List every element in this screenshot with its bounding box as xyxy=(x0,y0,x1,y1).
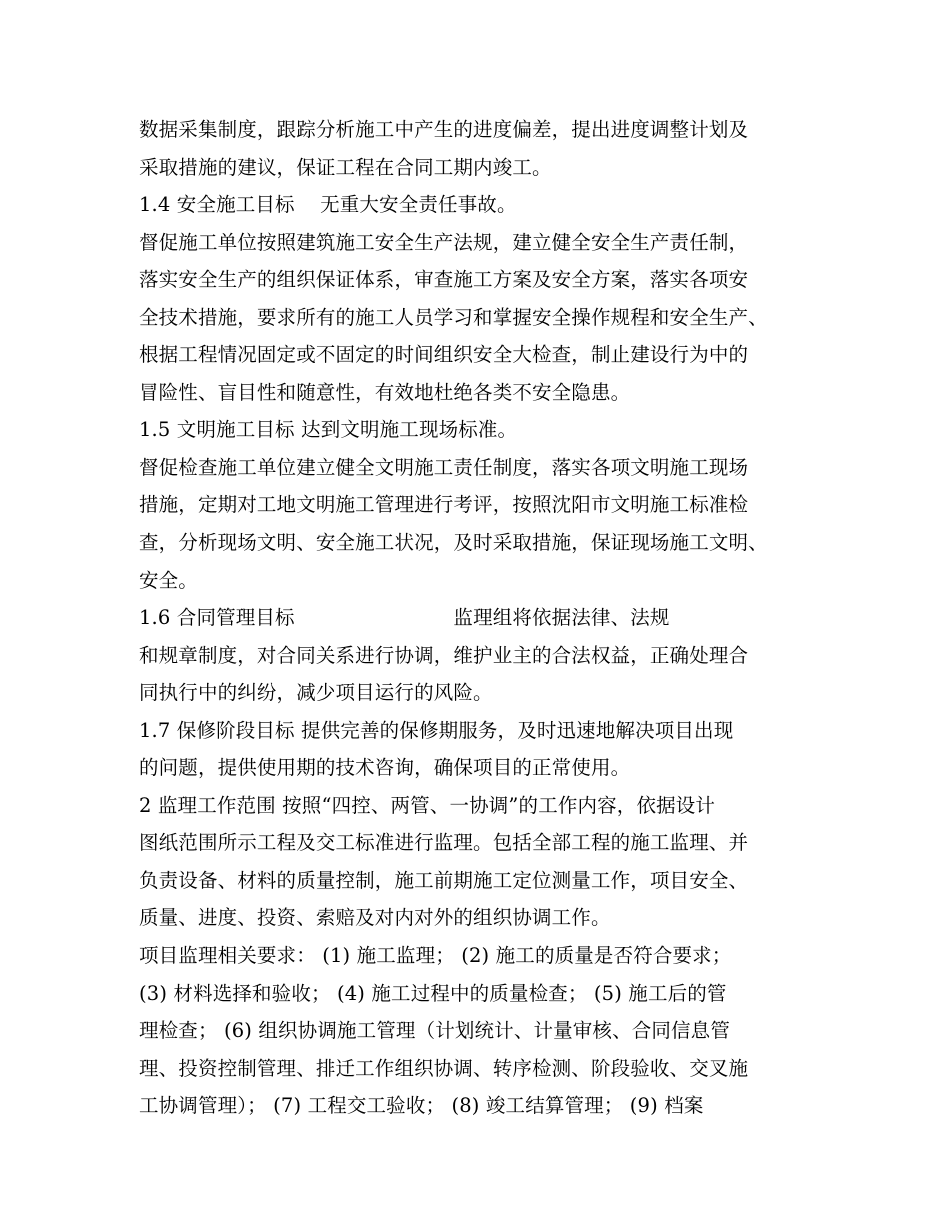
text-line: 数据采集制度，跟踪分析施工中产生的进度偏差，提出进度调整计划及 xyxy=(139,118,749,141)
text-line: 督促检查施工单位建立健全文明施工责任制度，落实各项文明施工现场 xyxy=(139,455,749,479)
section-heading-1-5: 1.5 文明施工目标 达到文明施工现场标准。 xyxy=(139,418,518,442)
text-line: 质量、进度、投资、索赔及对内对外的组织协调工作。 xyxy=(139,906,611,930)
text-line: 工协调管理）； (7) 工程交工验收； (8) 竣工结算管理； (9) 档案 xyxy=(139,1094,704,1118)
text-line: 措施，定期对工地文明施工管理进行考评，按照沈阳市文明施工标准检 xyxy=(139,493,749,517)
text-line: 落实安全生产的组织保证体系，审查施工方案及安全方案，落实各项安 xyxy=(139,268,749,292)
text-line: (3) 材料选择和验收； (4) 施工过程中的质量检查； (5) 施工后的管 xyxy=(139,981,727,1005)
text-line: 采取措施的建议，保证工程在合同工期内竣工。 xyxy=(139,155,552,179)
text-line: 根据工程情况固定或不固定的时间组织安全大检查，制止建设行为中的 xyxy=(139,343,749,367)
text-line: 的问题，提供使用期的技术咨询，确保项目的正常使用。 xyxy=(139,756,631,780)
text-line: 图纸范围所示工程及交工标准进行监理。包括全部工程的施工监理、并 xyxy=(139,831,749,855)
text-line: 冒险性、盲目性和随意性，有效地杜绝各类不安全隐患。 xyxy=(139,380,631,404)
text-line: 同执行中的纠纷，减少项目运行的风险。 xyxy=(139,681,493,705)
section-heading-1-4: 1.4 安全施工目标 无重大安全责任事故。 xyxy=(139,193,517,217)
text-line: 理检查； (6) 组织协调施工管理（计划统计、计量审核、合同信息管 xyxy=(139,1019,730,1043)
text-line: 和规章制度，对合同关系进行协调，维护业主的合法权益，正确处理合 xyxy=(139,643,749,667)
body-text xyxy=(139,111,839,1125)
text-line: 全技术措施，要求所有的施工人员学习和掌握安全操作规程和安全生产、 xyxy=(139,305,768,329)
text-line: 督促施工单位按照建筑施工安全生产法规，建立健全安全生产责任制， xyxy=(139,230,749,254)
text-line: 负责设备、材料的质量控制，施工前期施工定位测量工作，项目安全、 xyxy=(139,868,749,892)
section-heading-2: 2 监理工作范围 按照“四控、两管、一协调”的工作内容，依据设计 xyxy=(139,793,716,817)
section-heading-1-7: 1.7 保修阶段目标 提供完善的保修期服务，及时迅速地解决项目出现 xyxy=(139,718,734,742)
text-line: 查，分析现场文明、安全施工状况，及时采取措施，保证现场施工文明、 xyxy=(139,531,768,555)
text-line: 理、投资控制管理、排迁工作组织协调、转序检测、阶段验收、交叉施 xyxy=(139,1056,749,1080)
text-line: 项目监理相关要求： (1) 施工监理； (2) 施工的质量是否符合要求； xyxy=(139,944,732,968)
section-heading-1-6: 1.6 合同管理目标 监理组将依据法律、法规 xyxy=(139,606,670,630)
text-line: 安全。 xyxy=(139,568,198,592)
